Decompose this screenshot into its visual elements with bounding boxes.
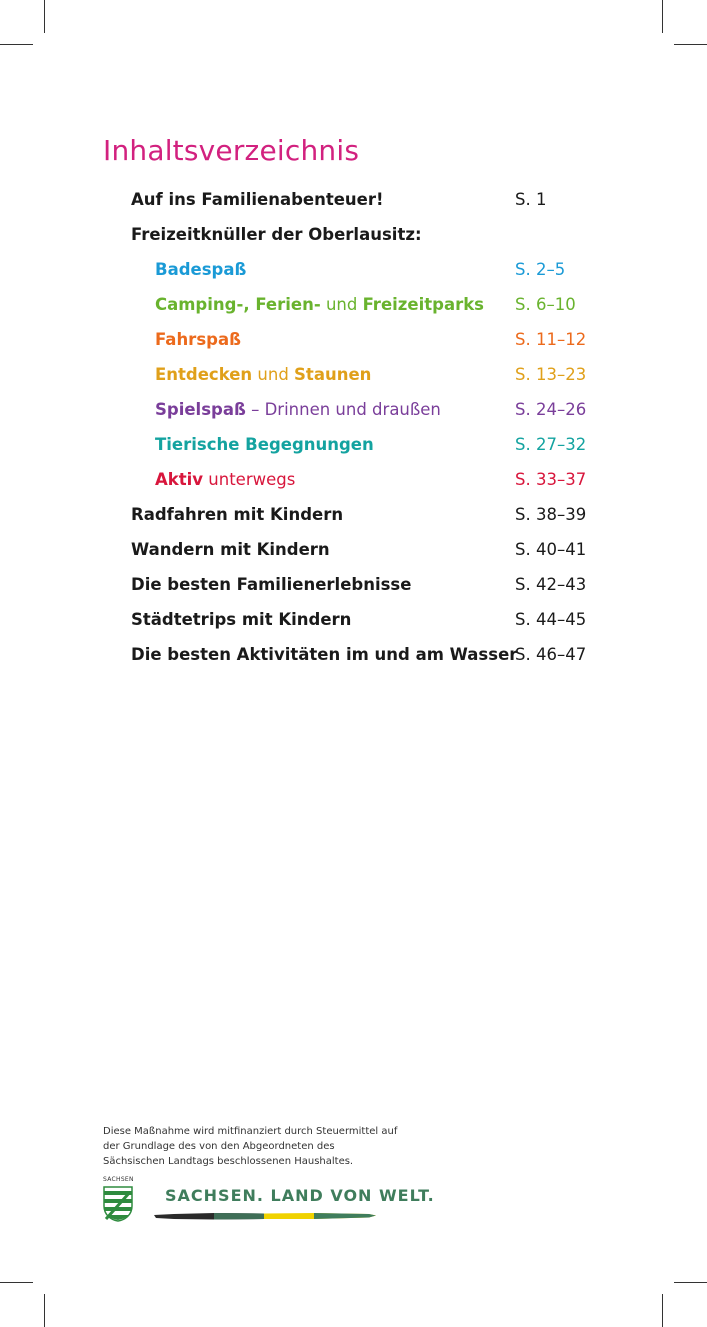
- toc-entry-label: [155, 435, 374, 454]
- toc-entry-page: S. 38–39: [515, 505, 587, 524]
- toc-entry-label: Die besten Aktivitäten im und am Wasser: [131, 645, 518, 664]
- crop-mark: [662, 0, 663, 33]
- toc-entry: [0, 497, 707, 532]
- toc-entry-page: S. 33–37: [515, 470, 587, 489]
- toc-subentry-aktiv: [0, 462, 707, 497]
- label-bold: Aktiv: [155, 470, 204, 489]
- toc-entry-label: Wandern mit Kindern: [131, 540, 330, 559]
- label-bold: Freizeitparks: [362, 295, 485, 314]
- funding-note: [103, 1124, 423, 1169]
- toc-subentry-spielspass: [0, 392, 707, 427]
- toc-entry-label: [155, 400, 441, 419]
- toc-entry-label: Städtetrips mit Kindern: [131, 610, 352, 629]
- label-bold: Camping-: [155, 295, 244, 314]
- toc-subentry-entdecken: [0, 357, 707, 392]
- crop-mark: [44, 0, 45, 33]
- toc-entry: [0, 217, 707, 252]
- toc-entry-label: Die besten Familienerlebnisse: [131, 575, 412, 594]
- crop-mark: [0, 1282, 33, 1283]
- toc-entry-label: [155, 365, 371, 384]
- toc-entry: [0, 182, 707, 217]
- label-bold: ,: [243, 295, 256, 314]
- label-regular: unterwegs: [203, 470, 296, 489]
- toc-entry-page: S. 24–26: [515, 400, 587, 419]
- toc-entry-label: [155, 330, 241, 349]
- toc-entry-page: S. 13–23: [515, 365, 587, 384]
- toc-subentry-badespass: [0, 252, 707, 287]
- sachsen-logo: [103, 1176, 133, 1226]
- toc-entry-label: [155, 260, 246, 279]
- label-regular: – Drinnen und draußen: [245, 400, 441, 419]
- toc-entry-label: Radfahren mit Kindern: [131, 505, 344, 524]
- funding-note-line: Diese Maßnahme wird mitfinanziert durch Steuermittel auf: [103, 1126, 398, 1137]
- toc-entry-page: S. 2–5: [515, 260, 566, 279]
- toc-entry-label: Freizeitknüller der Oberlausitz:: [131, 225, 422, 244]
- toc-entry: [0, 637, 707, 672]
- label-bold: Tierische Begegnungen: [155, 435, 374, 454]
- label-bold: Ferien-: [255, 295, 321, 314]
- toc-entry-page: S. 46–47: [515, 645, 587, 664]
- label-bold: Spielspaß: [155, 400, 246, 419]
- toc-subentry-fahrspass: [0, 322, 707, 357]
- logo-caption: SACHSEN: [103, 1176, 134, 1183]
- crop-mark: [0, 44, 33, 45]
- toc-subentry-camping: [0, 287, 707, 322]
- toc-subentry-tierische: [0, 427, 707, 462]
- toc-entry-page: S. 27–32: [515, 435, 587, 454]
- toc-entry: [0, 567, 707, 602]
- slogan: SACHSEN. LAND VON WELT.: [165, 1186, 435, 1205]
- toc-entry-page: S. 6–10: [515, 295, 576, 314]
- label-bold: Staunen: [294, 365, 372, 384]
- crop-mark: [674, 1282, 707, 1283]
- toc-entry-label: [155, 470, 295, 489]
- label-bold: Badespaß: [155, 260, 247, 279]
- crop-mark: [662, 1294, 663, 1327]
- page-title: Inhaltsverzeichnis: [103, 134, 360, 167]
- label-regular: und: [252, 365, 295, 384]
- label-regular: und: [320, 295, 363, 314]
- toc-entry-page: S. 42–43: [515, 575, 587, 594]
- toc-entry-page: S. 1: [515, 190, 547, 209]
- toc-entry-page: S. 40–41: [515, 540, 587, 559]
- slogan-stripe: [154, 1212, 376, 1220]
- funding-note-line: der Grundlage des von den Abgeordneten des: [103, 1141, 335, 1152]
- funding-note-line: Sächsischen Landtags beschlossenen Haushaltes.: [103, 1156, 354, 1167]
- toc-entry-page: S. 44–45: [515, 610, 587, 629]
- label-bold: Entdecken: [155, 365, 253, 384]
- toc-entry-label: [155, 295, 484, 314]
- toc-entry-page: S. 11–12: [515, 330, 587, 349]
- crop-mark: [674, 44, 707, 45]
- toc-entry-label: Auf ins Familienabenteuer!: [131, 190, 384, 209]
- toc-entry: [0, 602, 707, 637]
- coat-of-arms-icon: [103, 1186, 133, 1222]
- crop-mark: [44, 1294, 45, 1327]
- label-bold: Fahrspaß: [155, 330, 241, 349]
- toc-entry: [0, 532, 707, 567]
